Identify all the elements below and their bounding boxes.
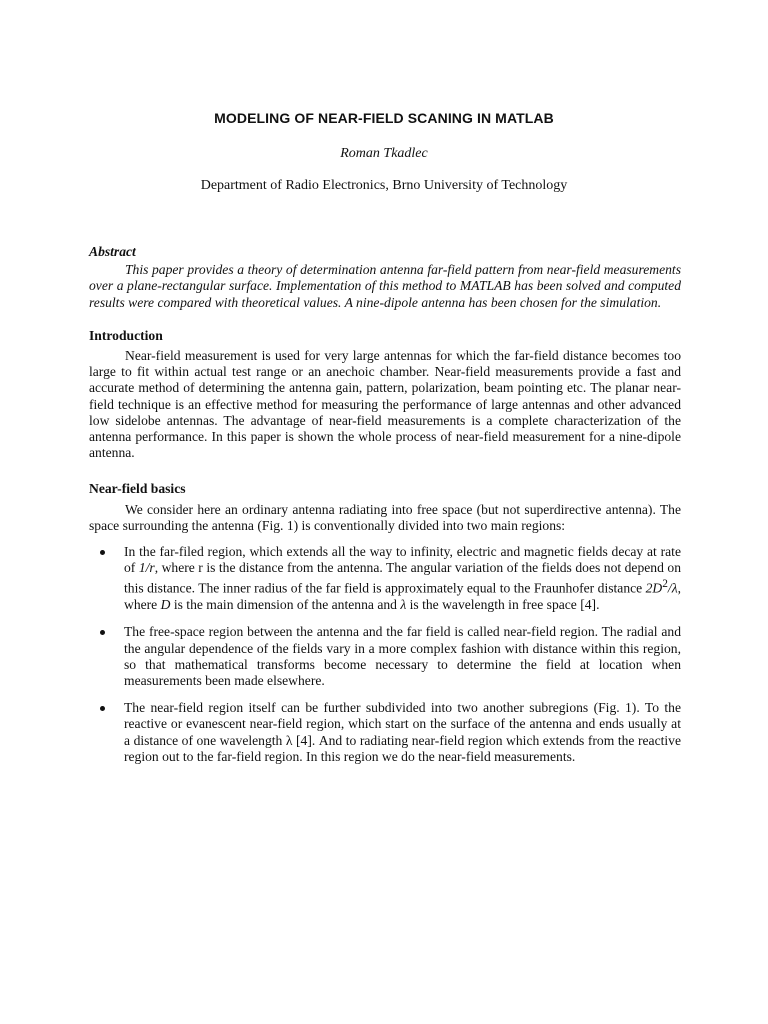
list-item xyxy=(89,624,681,689)
near-field-basics-paragraph: We consider here an ordinary antenna radiating into free space (but not superdirective antenna). The space surrounding the antenna (Fig. 1) is conventionally divided into two main regions: xyxy=(89,501,681,533)
formula-exponent: 2 xyxy=(662,578,668,591)
regions-list xyxy=(89,544,681,765)
introduction-paragraph: Near-field measurement is used for very large antennas for which the far-field distance becomes too large to fit within actual test range or an anechoic chamber. Near-field measurements provide a fast and accurate method of determining the antenna gain, pattern, polarization, beam pointing etc. The planar near-field technique is an effective method for measuring the performance of large antennas and other advanced low sidelobe antennas. The advantage of near-field measurements is a complete characterization of the antenna performance. In this paper is shown the whole process of near-field measurement for a nine-dipole antenna. xyxy=(89,348,681,461)
formula-d: D xyxy=(160,597,171,613)
paper-body xyxy=(89,244,681,776)
abstract-text: This paper provides a theory of determination antenna far-field pattern from near-field measurements over a plane-rectangular surface. Implementation of this method to MATLAB has been solved and computed results were compared with theoretical values. A nine-dipole antenna has been chosen for the simulation. xyxy=(89,262,681,310)
formula-lambda: λ xyxy=(400,597,407,613)
author-name: Roman Tkadlec xyxy=(340,146,428,161)
bullet-text: , where r is the distance from the antenna. The angular variation of the fields does not depend on this distance. The inner radius of the far field is approximately equal to the Fraunhofer distance xyxy=(124,560,681,596)
bullet-text: is the wavelength in free space [4]. xyxy=(406,597,600,613)
formula-fraunhofer: 2D xyxy=(645,580,663,596)
formula-lambda-divisor: /λ xyxy=(667,580,678,596)
formula-inverse-r: 1/r xyxy=(138,560,155,576)
bullet-text: The near-field region itself can be further subdivided into two another subregions (Fig. 1). To the reactive or evanescent near-field region, which start on the surface of the antenna and ends usually at a distance of one wavelength λ [4]. And to radiating near-field region which extends from the reactive region out to the far-field region. In this region we do the near-field measurements. xyxy=(124,700,681,764)
bullet-icon xyxy=(100,630,105,635)
list-item xyxy=(89,544,681,613)
list-item xyxy=(89,700,681,765)
bullet-icon xyxy=(100,550,105,555)
introduction-heading: Introduction xyxy=(89,327,163,343)
bullet-text: , where xyxy=(124,580,681,613)
near-field-basics-heading: Near-field basics xyxy=(89,481,186,497)
bullet-icon xyxy=(100,706,105,711)
bullet-text: is the main dimension of the antenna and xyxy=(170,597,401,613)
author-affiliation: Department of Radio Electronics, Brno University of Technology xyxy=(200,178,568,193)
abstract-heading: Abstract xyxy=(89,244,136,259)
bullet-text: The free-space region between the antenna and the far field is called near-field region. The radial and the angular dependence of the fields vary in a more complex fashion with distance within this region, so that mathematical transforms become necessary to determine the field at location when measurements been made elsewhere. xyxy=(124,624,681,688)
paper-title: MODELING OF NEAR-FIELD SCANING IN MATLAB xyxy=(214,110,554,126)
bullet-text: In the far-filed region, which extends all the way to infinity, electric and magnetic fields decay at rate of xyxy=(124,544,681,576)
